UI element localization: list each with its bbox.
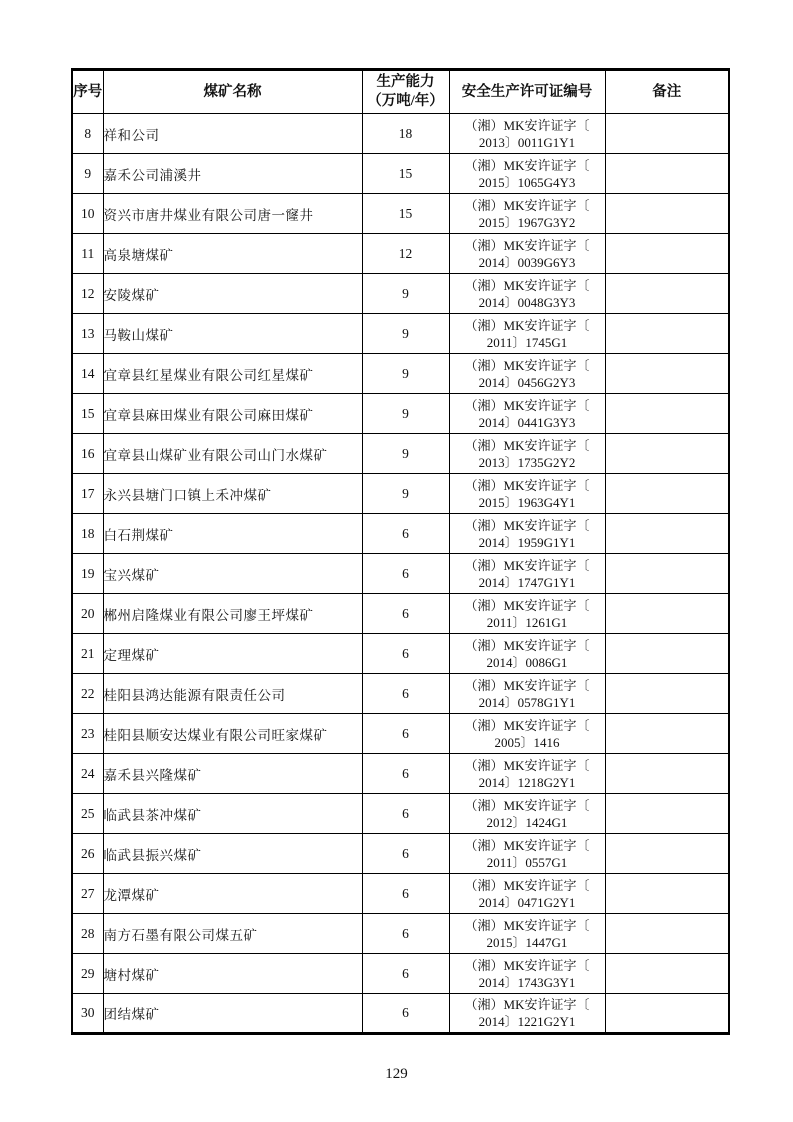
cell-production-capacity: 6 xyxy=(362,594,449,634)
cell-production-capacity: 6 xyxy=(362,714,449,754)
cell-production-capacity: 6 xyxy=(362,914,449,954)
cell-license-number xyxy=(449,354,605,394)
license-line2: 2011〕0557G1 xyxy=(486,854,568,870)
cell-license-number xyxy=(449,154,605,194)
license-line1: （湘）MK安许证字〔 xyxy=(464,277,590,293)
table-row xyxy=(72,914,729,954)
cell-mine-name: 南方石墨有限公司煤五矿 xyxy=(103,914,362,954)
cell-mine-name: 团结煤矿 xyxy=(103,994,362,1034)
license-line2: 2014〕1743G3Y1 xyxy=(478,974,576,990)
license-line2: 2014〕0441G3Y3 xyxy=(478,414,576,430)
cell-license-number xyxy=(449,514,605,554)
license-line2: 2014〕1959G1Y1 xyxy=(478,534,576,550)
cell-license-number xyxy=(449,554,605,594)
cell-remark xyxy=(605,714,729,754)
cell-license-number xyxy=(449,714,605,754)
license-line2: 2013〕0011G1Y1 xyxy=(478,134,576,150)
license-line1: （湘）MK安许证字〔 xyxy=(464,757,590,773)
cell-mine-name: 白石荆煤矿 xyxy=(103,514,362,554)
cell-production-capacity: 15 xyxy=(362,194,449,234)
license-line2: 2014〕0456G2Y3 xyxy=(478,374,576,390)
cell-mine-name: 永兴县塘门口镇上禾冲煤矿 xyxy=(103,474,362,514)
table-row xyxy=(72,394,729,434)
cell-mine-name: 临武县振兴煤矿 xyxy=(103,834,362,874)
cell-serial-number: 11 xyxy=(72,234,103,274)
cell-license-number xyxy=(449,914,605,954)
coal-mine-license-table xyxy=(71,68,730,1035)
header-capacity-line1: 生产能力 xyxy=(376,74,435,90)
license-line1: （湘）MK安许证字〔 xyxy=(464,117,590,133)
cell-production-capacity: 6 xyxy=(362,514,449,554)
cell-remark xyxy=(605,274,729,314)
cell-remark xyxy=(605,834,729,874)
cell-license-number xyxy=(449,594,605,634)
cell-serial-number: 20 xyxy=(72,594,103,634)
cell-license-number xyxy=(449,834,605,874)
cell-production-capacity: 9 xyxy=(362,394,449,434)
cell-mine-name: 宝兴煤矿 xyxy=(103,554,362,594)
table-row xyxy=(72,234,729,274)
cell-serial-number: 14 xyxy=(72,354,103,394)
cell-mine-name: 嘉禾县兴隆煤矿 xyxy=(103,754,362,794)
cell-serial-number: 23 xyxy=(72,714,103,754)
cell-remark xyxy=(605,354,729,394)
cell-remark xyxy=(605,754,729,794)
cell-mine-name: 临武县茶冲煤矿 xyxy=(103,794,362,834)
cell-production-capacity: 12 xyxy=(362,234,449,274)
header-capacity-line2: （万吨/年） xyxy=(367,93,444,109)
table-row xyxy=(72,954,729,994)
cell-mine-name: 桂阳县鸿达能源有限责任公司 xyxy=(103,674,362,714)
license-line1: （湘）MK安许证字〔 xyxy=(464,237,590,253)
cell-license-number xyxy=(449,794,605,834)
cell-license-number xyxy=(449,674,605,714)
table-row xyxy=(72,354,729,394)
license-line2: 2011〕1261G1 xyxy=(486,614,568,630)
cell-mine-name: 祥和公司 xyxy=(103,114,362,154)
table-row xyxy=(72,594,729,634)
cell-mine-name: 定理煤矿 xyxy=(103,634,362,674)
cell-remark xyxy=(605,794,729,834)
table-row xyxy=(72,194,729,234)
table-row xyxy=(72,794,729,834)
license-line1: （湘）MK安许证字〔 xyxy=(464,157,590,173)
license-line1: （湘）MK安许证字〔 xyxy=(464,557,590,573)
cell-license-number xyxy=(449,754,605,794)
license-line1: （湘）MK安许证字〔 xyxy=(464,517,590,533)
cell-serial-number: 24 xyxy=(72,754,103,794)
page-number: 129 xyxy=(385,1066,408,1082)
license-line1: （湘）MK安许证字〔 xyxy=(464,477,590,493)
cell-serial-number: 25 xyxy=(72,794,103,834)
table-row xyxy=(72,434,729,474)
cell-production-capacity: 9 xyxy=(362,354,449,394)
cell-serial-number: 18 xyxy=(72,514,103,554)
license-line1: （湘）MK安许证字〔 xyxy=(464,917,590,933)
license-line2: 2014〕0578G1Y1 xyxy=(478,694,576,710)
cell-production-capacity: 6 xyxy=(362,674,449,714)
license-line2: 2014〕1221G2Y1 xyxy=(478,1014,576,1029)
cell-production-capacity: 6 xyxy=(362,794,449,834)
cell-serial-number: 8 xyxy=(72,114,103,154)
license-line2: 2015〕1065G4Y3 xyxy=(478,174,576,190)
cell-remark xyxy=(605,514,729,554)
license-line2: 2011〕1745G1 xyxy=(486,334,568,350)
cell-remark xyxy=(605,314,729,354)
cell-license-number xyxy=(449,954,605,994)
cell-mine-name: 宜章县山煤矿业有限公司山门水煤矿 xyxy=(103,434,362,474)
license-line1: （湘）MK安许证字〔 xyxy=(464,797,590,813)
table-row xyxy=(72,874,729,914)
license-line2: 2014〕1218G2Y1 xyxy=(478,774,576,790)
cell-serial-number: 10 xyxy=(72,194,103,234)
cell-mine-name: 郴州启隆煤业有限公司廖王坪煤矿 xyxy=(103,594,362,634)
table-row xyxy=(72,674,729,714)
cell-remark xyxy=(605,434,729,474)
cell-remark xyxy=(605,474,729,514)
table-body xyxy=(72,114,729,1034)
cell-production-capacity: 9 xyxy=(362,434,449,474)
cell-serial-number: 15 xyxy=(72,394,103,434)
cell-remark xyxy=(605,634,729,674)
table-row xyxy=(72,474,729,514)
cell-license-number xyxy=(449,394,605,434)
cell-remark xyxy=(605,154,729,194)
cell-mine-name: 资兴市唐井煤业有限公司唐一窿井 xyxy=(103,194,362,234)
cell-production-capacity: 9 xyxy=(362,274,449,314)
cell-remark xyxy=(605,874,729,914)
cell-remark xyxy=(605,994,729,1034)
cell-license-number xyxy=(449,874,605,914)
license-line2: 2013〕1735G2Y2 xyxy=(478,454,576,470)
table-row xyxy=(72,154,729,194)
cell-production-capacity: 6 xyxy=(362,554,449,594)
cell-production-capacity: 15 xyxy=(362,154,449,194)
cell-license-number xyxy=(449,314,605,354)
license-line1: （湘）MK安许证字〔 xyxy=(464,717,590,733)
header-license-number: 安全生产许可证编号 xyxy=(449,70,605,114)
cell-production-capacity: 9 xyxy=(362,474,449,514)
license-line1: （湘）MK安许证字〔 xyxy=(464,397,590,413)
license-line2: 2014〕0039G6Y3 xyxy=(478,254,576,270)
table-row xyxy=(72,754,729,794)
header-production-capacity xyxy=(362,70,449,114)
license-line2: 2005〕1416 xyxy=(494,734,560,750)
cell-mine-name: 宜章县麻田煤业有限公司麻田煤矿 xyxy=(103,394,362,434)
license-line1: （湘）MK安许证字〔 xyxy=(464,877,590,893)
license-line1: （湘）MK安许证字〔 xyxy=(464,837,590,853)
cell-license-number xyxy=(449,634,605,674)
cell-license-number xyxy=(449,114,605,154)
table-header-row xyxy=(72,70,729,114)
cell-remark xyxy=(605,954,729,994)
cell-license-number xyxy=(449,434,605,474)
license-line1: （湘）MK安许证字〔 xyxy=(464,317,590,333)
cell-serial-number: 30 xyxy=(72,994,103,1034)
license-line1: （湘）MK安许证字〔 xyxy=(464,677,590,693)
license-line1: （湘）MK安许证字〔 xyxy=(464,997,590,1012)
cell-mine-name: 桂阳县顺安达煤业有限公司旺家煤矿 xyxy=(103,714,362,754)
table-row xyxy=(72,314,729,354)
table-row xyxy=(72,514,729,554)
license-line1: （湘）MK安许证字〔 xyxy=(464,957,590,973)
header-mine-name: 煤矿名称 xyxy=(103,70,362,114)
table-row xyxy=(72,274,729,314)
cell-production-capacity: 6 xyxy=(362,834,449,874)
cell-license-number xyxy=(449,474,605,514)
table-row xyxy=(72,714,729,754)
license-line2: 2014〕1747G1Y1 xyxy=(478,574,576,590)
cell-remark xyxy=(605,554,729,594)
license-line2: 2014〕0086G1 xyxy=(486,654,568,670)
cell-serial-number: 12 xyxy=(72,274,103,314)
cell-production-capacity: 6 xyxy=(362,754,449,794)
cell-serial-number: 21 xyxy=(72,634,103,674)
cell-serial-number: 17 xyxy=(72,474,103,514)
cell-production-capacity: 6 xyxy=(362,954,449,994)
license-line2: 2014〕0048G3Y3 xyxy=(478,294,576,310)
cell-mine-name: 龙潭煤矿 xyxy=(103,874,362,914)
cell-license-number xyxy=(449,234,605,274)
license-line2: 2015〕1963G4Y1 xyxy=(478,494,576,510)
cell-production-capacity: 6 xyxy=(362,634,449,674)
header-serial-number: 序号 xyxy=(72,70,103,114)
cell-mine-name: 马鞍山煤矿 xyxy=(103,314,362,354)
cell-production-capacity: 9 xyxy=(362,314,449,354)
cell-mine-name: 塘村煤矿 xyxy=(103,954,362,994)
license-line2: 2012〕1424G1 xyxy=(486,814,568,830)
cell-production-capacity: 6 xyxy=(362,874,449,914)
cell-mine-name: 高泉塘煤矿 xyxy=(103,234,362,274)
cell-remark xyxy=(605,194,729,234)
table-row xyxy=(72,554,729,594)
cell-remark xyxy=(605,114,729,154)
cell-mine-name: 宜章县红星煤业有限公司红星煤矿 xyxy=(103,354,362,394)
table-row xyxy=(72,834,729,874)
cell-remark xyxy=(605,674,729,714)
cell-remark xyxy=(605,914,729,954)
cell-serial-number: 19 xyxy=(72,554,103,594)
cell-serial-number: 16 xyxy=(72,434,103,474)
cell-remark xyxy=(605,234,729,274)
cell-serial-number: 22 xyxy=(72,674,103,714)
license-line1: （湘）MK安许证字〔 xyxy=(464,357,590,373)
cell-serial-number: 26 xyxy=(72,834,103,874)
cell-remark xyxy=(605,594,729,634)
table-row xyxy=(72,994,729,1034)
cell-serial-number: 29 xyxy=(72,954,103,994)
license-line1: （湘）MK安许证字〔 xyxy=(464,597,590,613)
table-row xyxy=(72,114,729,154)
cell-license-number xyxy=(449,194,605,234)
cell-production-capacity: 6 xyxy=(362,994,449,1034)
cell-serial-number: 9 xyxy=(72,154,103,194)
license-line2: 2015〕1447G1 xyxy=(486,934,568,950)
cell-mine-name: 嘉禾公司浦溪井 xyxy=(103,154,362,194)
cell-remark xyxy=(605,394,729,434)
cell-mine-name: 安陵煤矿 xyxy=(103,274,362,314)
license-line1: （湘）MK安许证字〔 xyxy=(464,437,590,453)
header-remark: 备注 xyxy=(605,70,729,114)
license-line2: 2014〕0471G2Y1 xyxy=(478,894,576,910)
cell-license-number xyxy=(449,994,605,1034)
cell-production-capacity: 18 xyxy=(362,114,449,154)
cell-license-number xyxy=(449,274,605,314)
license-line1: （湘）MK安许证字〔 xyxy=(464,197,590,213)
license-line1: （湘）MK安许证字〔 xyxy=(464,637,590,653)
license-line2: 2015〕1967G3Y2 xyxy=(478,214,576,230)
cell-serial-number: 13 xyxy=(72,314,103,354)
table-row xyxy=(72,634,729,674)
cell-serial-number: 27 xyxy=(72,874,103,914)
cell-serial-number: 28 xyxy=(72,914,103,954)
